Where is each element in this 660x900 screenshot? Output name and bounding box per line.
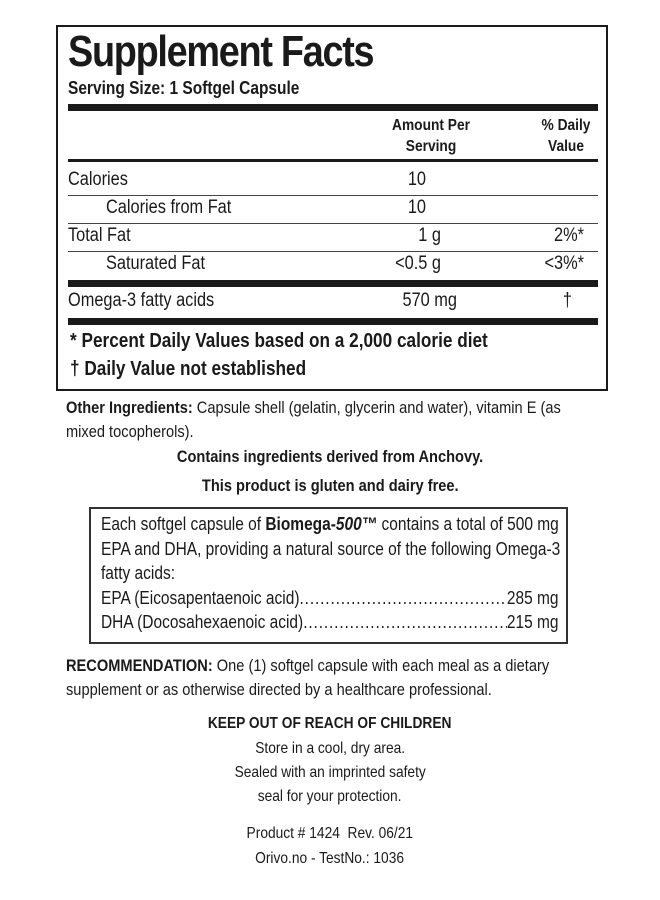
footnote-percent-dv: * Percent Daily Values based on a 2,000 calorie diet: [70, 330, 488, 352]
seal-notice-line1: [0, 764, 660, 782]
dv-header-line2: Value: [548, 138, 584, 155]
seal-notice-line2: [0, 788, 660, 806]
amount-header-line1: Amount Per: [392, 117, 470, 134]
brand-name: Biomega-: [265, 514, 336, 534]
brand-number: 500™: [335, 514, 378, 534]
row-divider: [68, 195, 598, 196]
gluten-dairy-free-statement: [0, 476, 660, 496]
recommendation: [66, 654, 612, 702]
keep-out-warning: [0, 715, 660, 733]
keep-out-text: KEEP OUT OF REACH OF CHILDREN: [208, 715, 452, 732]
info-box-text: [101, 512, 565, 635]
seal-text-2: seal for your protection.: [258, 788, 402, 805]
row-amount-omega3: 570 mg: [402, 290, 457, 311]
row-label-omega3: Omega-3 fatty acids: [68, 290, 215, 311]
row-amount-calories-from-fat: 10: [407, 197, 426, 218]
row-dv-total-fat: 2%*: [554, 225, 584, 246]
amount-header-line2: Serving: [405, 138, 457, 155]
allergen-line2: This product is gluten and dairy free.: [201, 476, 459, 495]
thick-divider: [68, 104, 598, 111]
row-dv-saturated-fat: <3%*: [544, 253, 584, 274]
leader-dots: [303, 610, 507, 635]
panel-title: Supplement Facts: [68, 27, 374, 76]
supplement-facts-panel: [56, 25, 608, 391]
allergen-statement: [0, 447, 660, 467]
recommendation-label: RECOMMENDATION:: [66, 656, 213, 675]
row-divider: [68, 251, 598, 252]
row-label-total-fat: Total Fat: [68, 225, 131, 246]
epa-line: [101, 586, 559, 611]
header-divider: [68, 159, 598, 162]
dha-amount: 215 mg: [506, 612, 559, 632]
allergen-line1: Contains ingredients derived from Anchovy.: [176, 447, 484, 466]
daily-value-header: [532, 115, 601, 157]
other-ingredients: [66, 396, 599, 444]
seal-text-1: Sealed with an imprinted safety: [234, 764, 426, 781]
product-number-text: Product # 1424 Rev. 06/21: [246, 825, 414, 842]
dha-line: [101, 610, 559, 635]
row-label-saturated-fat: Saturated Fat: [106, 253, 206, 274]
dv-header-line1: % Daily: [541, 117, 591, 134]
product-number: [0, 825, 660, 843]
storage-text: Store in a cool, dry area.: [255, 740, 405, 757]
row-amount-total-fat: 1 g: [418, 225, 441, 246]
test-number-text: Orivo.no - TestNo.: 1036: [255, 850, 405, 867]
row-label-calories-from-fat: Calories from Fat: [106, 197, 232, 218]
row-divider: [68, 223, 598, 224]
thick-divider: [68, 280, 598, 287]
info-intro-prefix: Each softgel capsule of: [101, 514, 266, 534]
info-intro-suffix: contains a total of 500 mg EPA and DHA, providing a natural source of the following Omega-3 fatty acids:: [101, 514, 561, 583]
epa-name: EPA (Eicosapentaenoic acid): [101, 587, 300, 608]
recommendation-text: One (1) softgel capsule with each meal as a dietary supplement or as otherwise directed by a healthcare professional.: [66, 656, 550, 699]
row-amount-calories: 10: [407, 169, 426, 190]
leader-dots: [299, 586, 506, 611]
other-ingredients-label: Other Ingredients:: [66, 398, 193, 417]
row-amount-saturated-fat: <0.5 g: [395, 253, 441, 274]
other-ingredients-text: Capsule shell (gelatin, glycerin and water), vitamin E (as mixed tocopherols).: [66, 398, 561, 441]
footnote-dv-not-established: † Daily Value not established: [70, 358, 307, 380]
dha-name: DHA (Docosahexaenoic acid): [101, 612, 304, 632]
test-number: [0, 850, 660, 868]
serving-size: Serving Size: 1 Softgel Capsule: [68, 78, 300, 98]
row-label-calories: Calories: [68, 169, 128, 190]
amount-per-serving-header: [384, 115, 479, 157]
row-dv-omega3: †: [562, 290, 572, 311]
epa-amount: 285 mg: [506, 587, 559, 608]
storage-instruction: [0, 740, 660, 758]
thick-divider: [68, 318, 598, 325]
epa-dha-info-box: [89, 507, 568, 644]
